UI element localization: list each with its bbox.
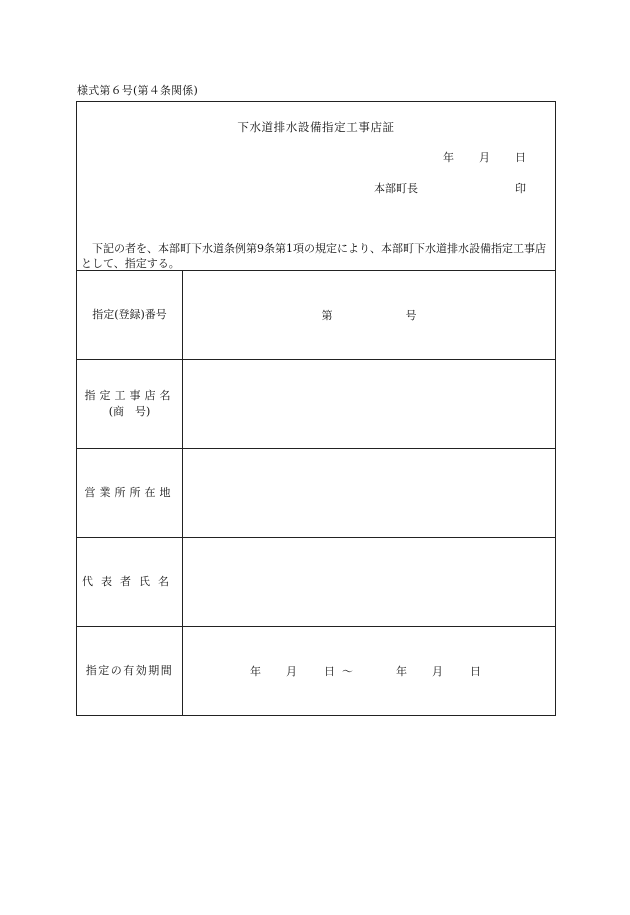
label-text: 指定(登録)番号 — [92, 308, 167, 321]
period-separator: ～ — [342, 665, 353, 678]
number-prefix: 第 — [321, 309, 333, 322]
label-registration-number — [77, 271, 183, 359]
period-end-month: 月 — [432, 665, 443, 678]
table-row-registration-number — [77, 271, 555, 360]
issue-date-month: 月 — [479, 151, 490, 164]
certificate-header — [77, 102, 555, 271]
label-text: 営業所所在地 — [84, 486, 175, 499]
certificate-frame — [76, 101, 556, 716]
label-validity-period — [77, 627, 183, 715]
value-shop-name — [183, 360, 555, 448]
issue-date-line — [443, 149, 526, 165]
certificate-title: 下水道排水設備指定工事店証 — [237, 120, 395, 134]
period-start-year: 年 — [250, 665, 261, 678]
certificate-table — [77, 271, 555, 715]
label-shop-name — [77, 360, 183, 448]
table-row-shop-name — [77, 360, 555, 449]
form-number-caption: 様式第６号(第４条関係) — [77, 84, 198, 97]
designation-statement: 下記の者を、本部町下水道条例第9条第1項の規定により、本部町下水道排水設備指定工事店として、指定する。 — [81, 242, 546, 270]
issuer-name: 本部町長 — [374, 182, 418, 195]
value-representative — [183, 538, 555, 626]
issue-date-year: 年 — [443, 151, 454, 164]
period-end-year: 年 — [396, 665, 407, 678]
value-validity-period — [183, 627, 555, 715]
label-office-address — [77, 449, 183, 537]
table-row-office-address — [77, 449, 555, 538]
value-office-address — [183, 449, 555, 537]
label-representative — [77, 538, 183, 626]
label-text: 代表者氏名 — [82, 575, 177, 588]
period-start-month: 月 — [286, 665, 297, 678]
label-text: 指定工事店名 — [84, 389, 175, 402]
seal-mark: 印 — [515, 182, 526, 195]
value-registration-number — [183, 271, 555, 359]
period-start-day: 日 — [324, 665, 335, 678]
number-suffix: 号 — [405, 309, 417, 322]
table-row-representative — [77, 538, 555, 627]
label-text: 指定の有効期間 — [85, 664, 174, 677]
issue-date-day: 日 — [515, 151, 526, 164]
table-row-validity-period — [77, 627, 555, 715]
period-end-day: 日 — [470, 665, 481, 678]
validity-period-range — [250, 663, 488, 679]
label-subtext: (商 号) — [108, 405, 151, 418]
